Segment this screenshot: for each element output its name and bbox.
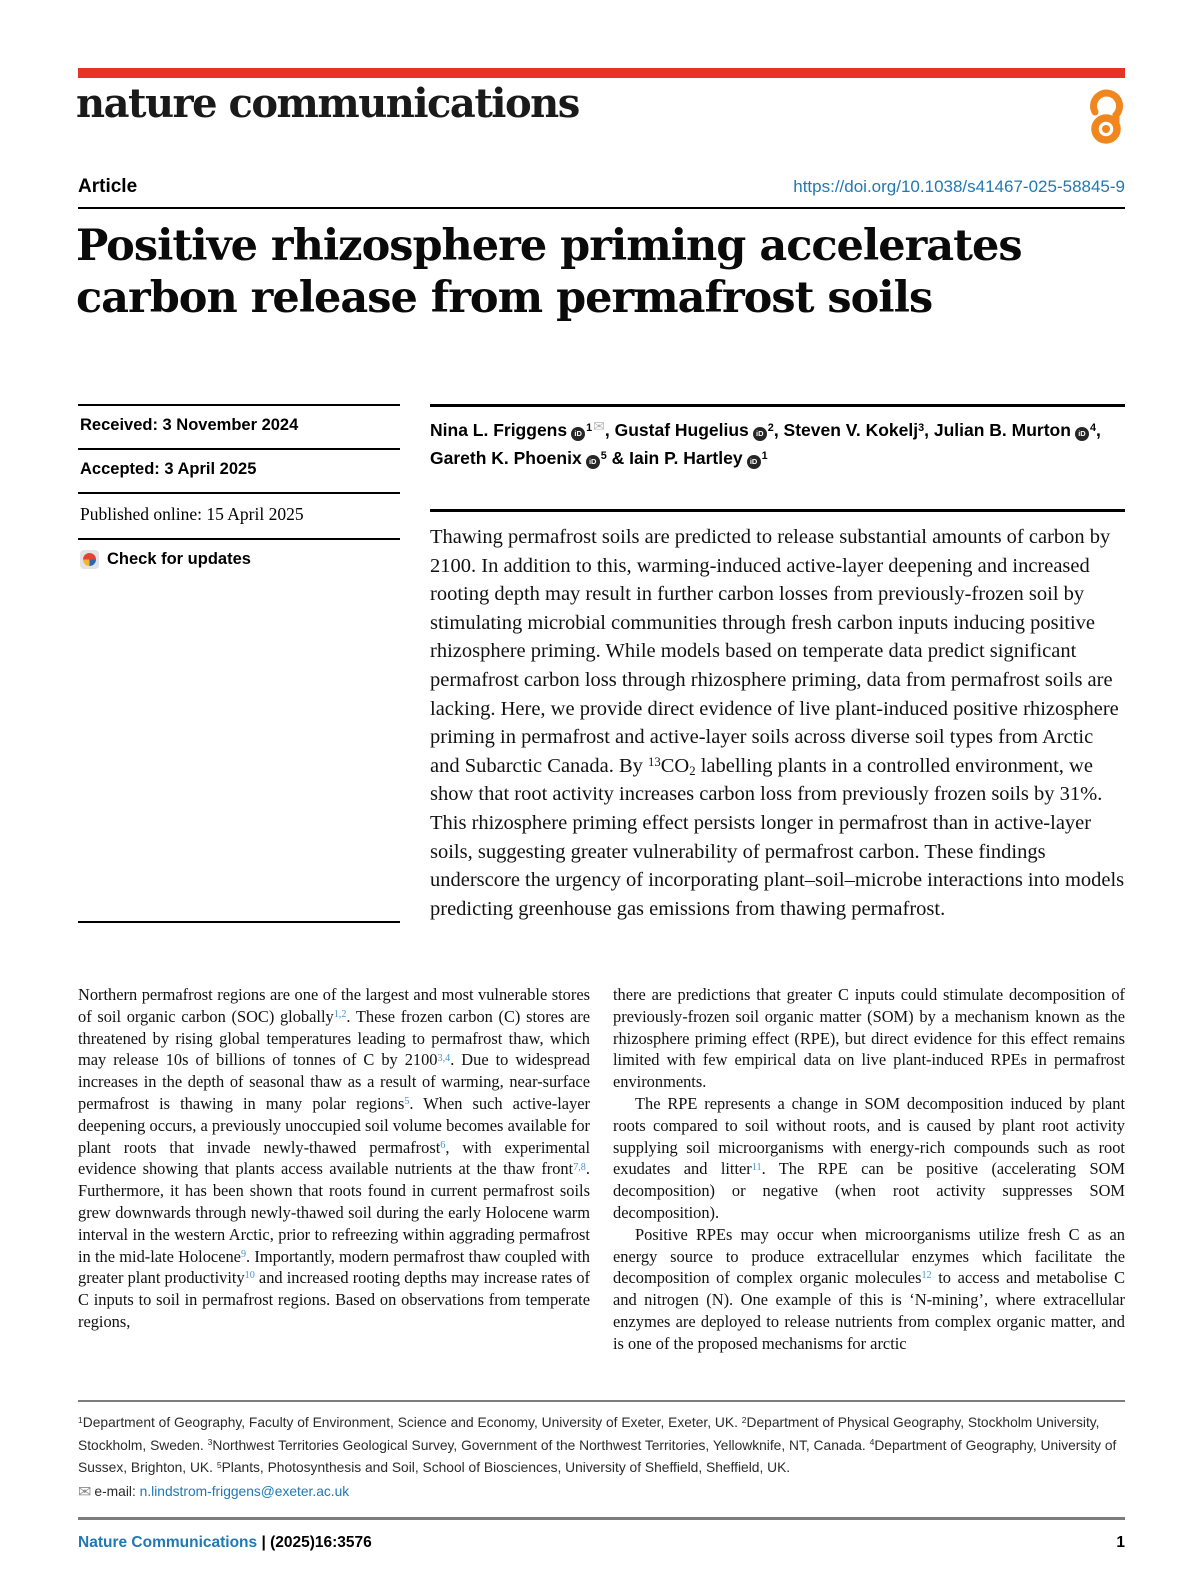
- reference-superscript[interactable]: 3,4: [437, 1052, 451, 1064]
- envelope-author-icon: ✉: [593, 418, 605, 434]
- reference-superscript[interactable]: 10: [244, 1270, 255, 1282]
- superscript: 5: [216, 1459, 222, 1470]
- accepted-date-label: Accepted: 3 April 2025: [80, 460, 257, 478]
- affiliations-text: $^1$Department of Geography, Faculty of Environment, Science and Economy, University of Exeter, Exeter, UK. $^2$Department of Physical Geography, Stockholm University, Stockholm, Sweden. $^3$Northwest Territories Geological Survey, Government of the Northwest Territories, Yellowknife, NT, Canada. $^4$Department of Geography, University of Sussex, Brighton, UK. $^5$Plants, Photosynthesis and Soil, School of Biosciences, University of Sheffield, Sheffield, UK.: [78, 1414, 1117, 1475]
- reference-superscript[interactable]: 11: [751, 1161, 762, 1173]
- affiliations-footnote: [78, 1400, 1125, 1503]
- email-link[interactable]: n.lindstrom-friggens@exeter.ac.uk: [139, 1483, 350, 1499]
- superscript: 5: [600, 449, 607, 462]
- reference-superscript[interactable]: 6: [440, 1139, 446, 1151]
- abstract-text: Thawing permafrost soils are predicted to release substantial amounts of carbon by 2100. In addition to this, warming-induced active-layer deepening and increased rooting depth may result in further carbon losses from previously-frozen soil by stimulating microbial communities through fresh carbon inputs inducing positive rhizosphere priming. While models based on temperate data predict significant permafrost carbon loss through rhizosphere priming, data from permafrost soils are lacking. Here, we provide direct evidence of live plant-induced positive rhizosphere priming in permafrost and active-layer soils across diverse soil types from Arctic and Subarctic Canada. By $^{13}CO_2$ labelling plants in a controlled environment, we show that root activity increases carbon loss from previously frozen soils by 31%. This rhizosphere priming effect persists longer in permafrost than in active-layer soils, suggesting greater vulnerability of permafrost carbon. These findings underscore the urgency of incorporating plant–soil–microbe interactions into models predicting greenhouse gas emissions from thawing permafrost.: [430, 509, 1125, 923]
- page-footer: [78, 1517, 1125, 1552]
- orcid-icon[interactable]: iD: [747, 455, 761, 469]
- body-column-left: [78, 984, 590, 1355]
- superscript: 1: [586, 421, 593, 434]
- crossmark-icon: [80, 550, 99, 569]
- check-for-updates-button[interactable]: [78, 538, 400, 582]
- superscript: 2: [767, 421, 774, 434]
- superscript: 13: [648, 754, 661, 769]
- body-paragraph: there are predictions that greater C inputs could stimulate decomposition of previously-frozen soil organic matter (SOM) by a mechanism known as the rhizosphere priming effect (RPE), but direct evidence for this effect remains limited with few empirical data on live plant-induced RPEs in permafrost environments.: [613, 985, 1125, 1092]
- envelope-icon: ✉: [78, 1483, 92, 1501]
- published-date: [78, 492, 400, 538]
- article-body: [78, 984, 1125, 1355]
- email-row: ✉ e-mail: n.lindstrom-friggens@exeter.ac.uk: [78, 1481, 1125, 1503]
- meta-and-abstract-section: [78, 404, 1125, 923]
- article-header-row: [78, 176, 1125, 209]
- reference-superscript[interactable]: 5: [404, 1096, 410, 1108]
- reference-superscript[interactable]: 9: [240, 1248, 247, 1260]
- superscript: 1: [78, 1414, 83, 1425]
- check-for-updates-label: Check for updates: [107, 550, 251, 568]
- orcid-icon[interactable]: iD: [586, 455, 600, 469]
- superscript: 3: [918, 421, 925, 434]
- doi-link[interactable]: https://doi.org/10.1038/s41467-025-58845-9: [793, 177, 1125, 196]
- orcid-icon[interactable]: iD: [1075, 427, 1089, 441]
- superscript: 4: [1089, 421, 1096, 434]
- author-list: Nina L. Friggens iD $^1$✉, Gustaf Hugelius iD $^2$, Steven V. Kokelj$^3$, Julian B. Murton iD $^4$, Gareth K. Phoenix iD $^5$ & Iain P. Hartley iD $^1$: [430, 404, 1125, 472]
- journal-name-link[interactable]: Nature Communications: [78, 1534, 258, 1551]
- subscript: 2: [689, 763, 696, 778]
- body-paragraph: The RPE represents a change in SOM decomposition induced by plant roots compared to soil without roots, and is caused by plant root activity supplying soil microorganisms with energy-rich compounds such as root exudates and litter$^{11}$. The RPE can be positive (accelerating SOM decomposition) or negative (when root activity suppresses SOM decomposition).: [613, 1093, 1126, 1222]
- body-paragraph: Northern permafrost regions are one of the largest and most vulnerable stores of soil organic carbon (SOC) globally$^{1,2}$. These frozen carbon (C) stores are threatened by rising global temperatures leading to permafrost thaw, which may release 10s of billions of tonnes of C by 2100$^{3,4}$. Due to widespread increases in the depth of seasonal thaw as a result of warming, near-surface permafrost is thawing in many polar regions$^5$. When such active-layer deepening occurs, a previously unoccupied soil volume becomes available for plant roots that invade newly-thawed permafrost$^6$, with experimental evidence showing that plants access available nutrients at the thaw front$^{7,8}$. Furthermore, it has been shown that roots found in current permafrost soils grew downwards through newly-thawed soil during the early Holocene warm interval in the western Arctic, prior to refreezing within aggrading permafrost in the mid-late Holocene$^9$. Importantly, modern permafrost thaw coupled with greater plant productivity$^{10}$ and increased rooting depths may increase rates of C inputs to soil in permafrost regions. Based on observations from temperate regions,: [78, 985, 590, 1331]
- brand-accent-bar: [78, 68, 1125, 78]
- accepted-date: [78, 448, 400, 492]
- received-date-label: Received: 3 November 2024: [80, 416, 299, 434]
- authors-abstract-column: [430, 404, 1125, 923]
- journal-logo[interactable]: nature communications: [76, 80, 579, 127]
- journal-citation: [78, 1534, 372, 1552]
- body-column-right: [613, 984, 1125, 1355]
- article-type-label: Article: [78, 176, 138, 197]
- superscript: 2: [741, 1414, 747, 1425]
- superscript: 3: [207, 1437, 213, 1448]
- open-access-icon: [1082, 84, 1128, 146]
- body-paragraph: Positive RPEs may occur when microorganisms utilize fresh C as an energy source to produce extracellular enzymes which facilitate the decomposition of complex organic molecules$^{12}$ to access and metabolise C and nitrogen (N). One example of this is ‘N-mining’, where extracellular enzymes are deployed to release nutrients from complex organic matter, and is one of the proposed mechanisms for arctic: [613, 1224, 1125, 1353]
- reference-superscript[interactable]: 7,8: [573, 1161, 586, 1173]
- orcid-icon[interactable]: iD: [753, 427, 767, 441]
- reference-superscript[interactable]: 12: [921, 1270, 932, 1282]
- superscript: 1: [761, 449, 768, 462]
- article-title: Positive rhizosphere priming accelerates carbon release from permafrost soils: [76, 221, 1022, 324]
- received-date: [78, 404, 400, 448]
- reference-superscript[interactable]: 1,2: [333, 1008, 347, 1020]
- page-number: 1: [1116, 1534, 1125, 1551]
- superscript: 4: [869, 1437, 875, 1448]
- dates-sidebar: [78, 404, 400, 923]
- published-date-label: Published online: 15 April 2025: [80, 504, 304, 524]
- orcid-icon[interactable]: iD: [571, 427, 585, 441]
- citation-text: | (2025)16:3576: [257, 1534, 372, 1551]
